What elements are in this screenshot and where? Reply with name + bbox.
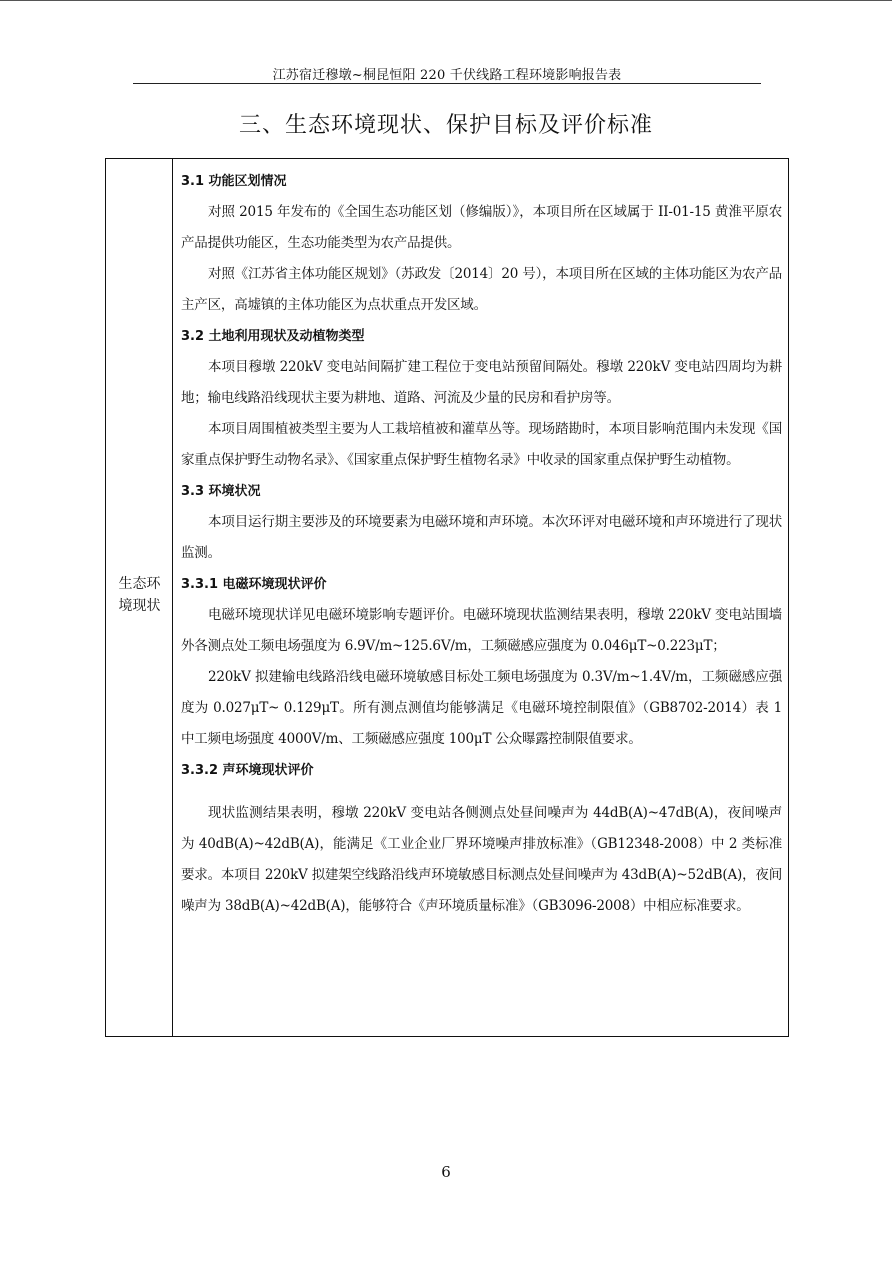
paragraph-3-1-a: 对照 2015 年发布的《全国生态功能区划（修编版）》，本项目所在区域属于 II-01-15 黄淮平原农产品提供功能区，生态功能类型为农产品提供。 <box>181 204 782 251</box>
row-label-line-2: 境现状 <box>118 598 161 614</box>
content-cell <box>181 166 782 922</box>
heading-3-3-1: 3.3.1 电磁环境现状评价 <box>181 577 327 592</box>
paragraph-3-2-b: 本项目周围植被类型主要为人工栽培植被和灌草丛等。现场踏勘时，本项目影响范围内未发现《国家重点保护野生动物名录》、《国家重点保护野生植物名录》中收录的国家重点保护野生动植物。 <box>181 421 782 468</box>
content-table <box>105 158 789 1037</box>
heading-3-3: 3.3 环境状况 <box>181 484 261 499</box>
header-rule <box>133 83 761 84</box>
paragraph-3-3: 本项目运行期主要涉及的环境要素为电磁环境和声环境。本次环评对电磁环境和声环境进行了现状监测。 <box>181 514 782 561</box>
spacer <box>181 786 782 798</box>
heading-3-2: 3.2 土地利用现状及动植物类型 <box>181 329 365 344</box>
running-header: 江苏宿迁穆墩~桐昆恒阳 220 千伏线路工程环境影响报告表 <box>272 68 622 83</box>
paragraph-3-3-1-b: 220kV 拟建输电线路沿线电磁环境敏感目标处工频电场强度为 0.3V/m~1.4V/m，工频磁感应强度为 0.027μT~ 0.129μT。所有测点测值均能够满足《电磁环境控制限值》（GB8702-2014）表 1 中工频电场强度 4000V/m、工频磁感应强度 100μT 公众曝露控制限值要求。 <box>181 669 782 747</box>
row-label <box>106 573 173 617</box>
row-label-line-1: 生态环 <box>118 576 161 592</box>
heading-3-3-2: 3.3.2 声环境现状评价 <box>181 763 314 778</box>
paragraph-3-2-a: 本项目穆墩 220kV 变电站间隔扩建工程位于变电站预留间隔处。穆墩 220kV 变电站四周均为耕地；输电线路沿线现状主要为耕地、道路、河流及少量的民房和看护房等。 <box>181 359 782 406</box>
top-border-line <box>0 0 892 1</box>
paragraph-3-3-1-a: 电磁环境现状详见电磁环境影响专题评价。电磁环境现状监测结果表明，穆墩 220kV 变电站围墙外各测点处工频电场强度为 6.9V/m~125.6V/m，工频磁感应强度为 0.046μT~0.223μT； <box>181 607 782 654</box>
page-number: 6 <box>441 1163 451 1181</box>
heading-3-1: 3.1 功能区划情况 <box>181 174 287 189</box>
paragraph-3-1-b: 对照《江苏省主体功能区规划》（苏政发〔2014〕20 号），本项目所在区域的主体功能区为农产品主产区，高墟镇的主体功能区为点状重点开发区域。 <box>181 266 782 313</box>
section-title: 三、生态环境现状、保护目标及评价标准 <box>238 113 653 138</box>
paragraph-3-3-2: 现状监测结果表明，穆墩 220kV 变电站各侧测点处昼间噪声为 44dB(A)~47dB(A)，夜间噪声为 40dB(A)~42dB(A)，能满足《工业企业厂界环境噪声排放标准》（GB12348-2008）中 2 类标准要求。本项目 220kV 拟建架空线路沿线声环境敏感目标测点处昼间噪声为 43dB(A)~52dB(A)，夜间噪声为 38dB(A)~42dB(A)，能够符合《声环境质量标准》（GB3096-2008）中相应标准要求。 <box>181 805 782 914</box>
row-label-cell <box>106 159 173 1036</box>
